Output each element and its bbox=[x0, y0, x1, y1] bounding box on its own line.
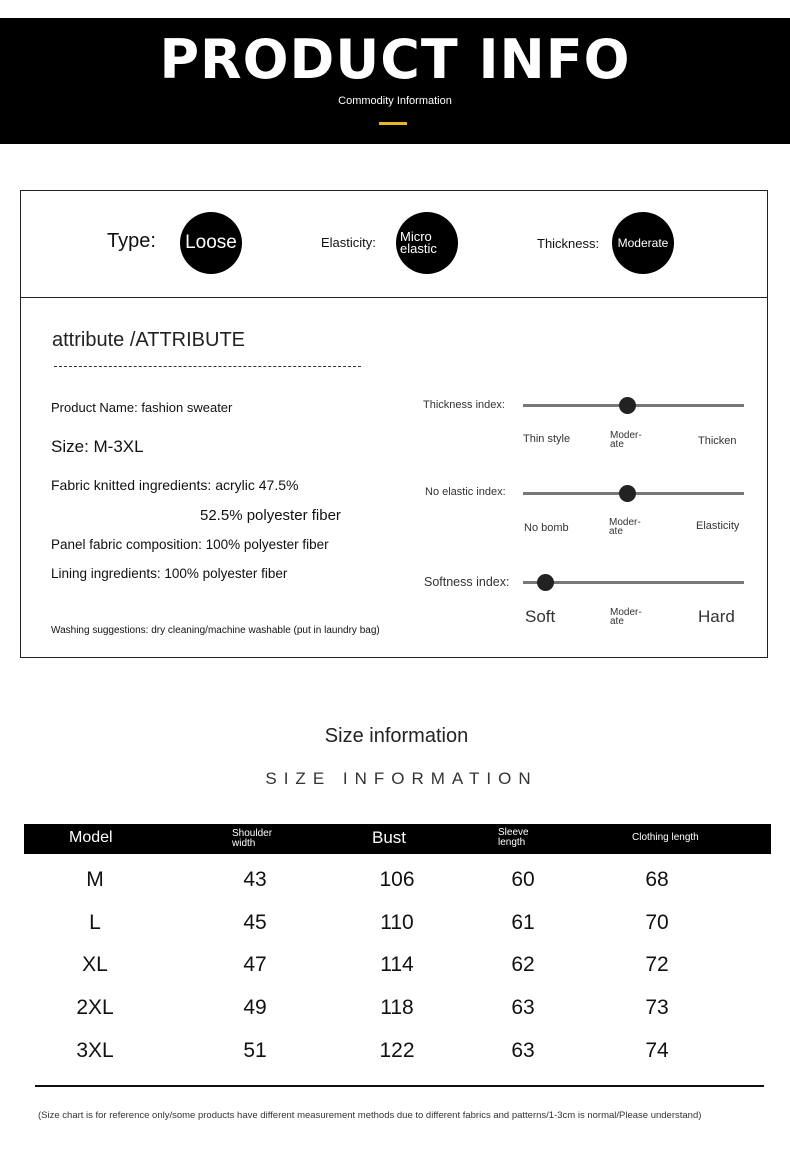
lining-ingredients: Lining ingredients: 100% polyester fiber bbox=[51, 566, 288, 581]
table-cell: 51 bbox=[243, 1039, 267, 1062]
col-shoulder-line1: Shoulder bbox=[232, 828, 273, 839]
table-cell: 118 bbox=[380, 996, 414, 1019]
panel-composition: Panel fabric composition: 100% polyester fiber bbox=[51, 537, 329, 552]
size-range: Size: M-3XL bbox=[51, 437, 144, 456]
accent-divider bbox=[379, 122, 407, 125]
table-cell: 63 bbox=[511, 996, 535, 1019]
table-cell: 73 bbox=[645, 996, 669, 1019]
attribute-heading: attribute /ATTRIBUTE bbox=[52, 329, 246, 351]
softness-mid-label bbox=[610, 608, 642, 626]
mid-line2: ate bbox=[610, 616, 624, 627]
col-shoulder-line2: width bbox=[232, 838, 256, 849]
type-label: Type: bbox=[107, 230, 156, 252]
elastic-index-label: No elastic index: bbox=[425, 486, 506, 498]
table-cell: 61 bbox=[511, 911, 535, 934]
col-sleeve bbox=[498, 828, 529, 848]
elastic-mid-label bbox=[609, 518, 641, 536]
thickness-label: Thickness: bbox=[537, 236, 600, 251]
table-cell: 49 bbox=[243, 996, 267, 1019]
table-cell: 72 bbox=[645, 953, 669, 976]
elasticity-value-line1: Micro bbox=[400, 229, 432, 244]
thickness-min-label: Thin style bbox=[523, 433, 571, 445]
table-cell: 2XL bbox=[76, 996, 114, 1019]
table-bottom-rule bbox=[35, 1085, 764, 1087]
thickness-index-label: Thickness index: bbox=[423, 399, 505, 411]
elasticity-value bbox=[400, 231, 437, 255]
table-cell: 68 bbox=[645, 868, 669, 891]
table-cell: 60 bbox=[511, 868, 535, 891]
table-cell: 45 bbox=[243, 911, 267, 934]
col-clothing-length: Clothing length bbox=[632, 832, 699, 843]
fabric-line2: 52.5% polyester fiber bbox=[200, 507, 341, 524]
thickness-mid-label bbox=[610, 431, 642, 449]
dashed-divider bbox=[54, 366, 361, 367]
type-value: Loose bbox=[185, 232, 237, 253]
table-cell: XL bbox=[82, 953, 108, 976]
elasticity-value-line2: elastic bbox=[400, 241, 437, 256]
col-shoulder bbox=[232, 829, 272, 849]
table-cell: 122 bbox=[379, 1039, 415, 1062]
softness-index-label: Softness index: bbox=[424, 575, 510, 589]
thickness-badge bbox=[612, 212, 674, 274]
table-cell: 74 bbox=[645, 1039, 669, 1062]
mid-line1: Moder- bbox=[609, 517, 641, 528]
table-cell: L bbox=[89, 911, 101, 934]
size-note: (Size chart is for reference only/some products have different measurement methods due to different fabrics and patterns/1-3cm is normal/Please understand) bbox=[38, 1110, 702, 1121]
fabric-line1: Fabric knitted ingredients: acrylic 47.5% bbox=[51, 477, 299, 493]
table-cell: 47 bbox=[243, 953, 267, 976]
table-cell: 3XL bbox=[76, 1039, 114, 1062]
washing-suggestions: Washing suggestions: dry cleaning/machine washable (put in laundry bag) bbox=[51, 625, 380, 636]
table-cell: 63 bbox=[511, 1039, 535, 1062]
mid-line1: Moder- bbox=[610, 430, 642, 441]
softness-max-label: Hard bbox=[698, 607, 735, 626]
elasticity-badge bbox=[396, 212, 458, 274]
elastic-index-thumb bbox=[619, 485, 636, 502]
softness-index-thumb bbox=[537, 574, 554, 591]
col-bust: Bust bbox=[372, 828, 407, 847]
product-name: Product Name: fashion sweater bbox=[51, 400, 233, 415]
softness-index-track bbox=[523, 581, 744, 584]
mid-line1: Moder- bbox=[610, 607, 642, 618]
thickness-index-track bbox=[523, 404, 744, 407]
size-table-header bbox=[24, 824, 771, 854]
col-sleeve-line1: Sleeve bbox=[498, 827, 529, 838]
page-subtitle: Commodity Information bbox=[338, 95, 452, 107]
table-cell: M bbox=[86, 868, 104, 891]
thickness-value: Moderate bbox=[617, 236, 669, 250]
table-cell: 70 bbox=[645, 911, 669, 934]
page-title: PRODUCT INFO bbox=[159, 28, 631, 91]
thickness-max-label: Thicken bbox=[698, 435, 737, 447]
elasticity-label: Elasticity: bbox=[321, 235, 376, 250]
table-cell: 110 bbox=[380, 911, 414, 934]
table-cell: 43 bbox=[243, 868, 267, 891]
size-section-subtitle: SIZE INFORMATION bbox=[265, 769, 538, 788]
table-cell: 106 bbox=[379, 868, 415, 891]
softness-min-label: Soft bbox=[525, 607, 556, 626]
mid-line2: ate bbox=[609, 526, 623, 537]
col-model: Model bbox=[69, 829, 113, 846]
mid-line2: ate bbox=[610, 439, 624, 450]
thickness-index-thumb bbox=[619, 397, 636, 414]
col-sleeve-line2: length bbox=[498, 837, 526, 848]
table-cell: 62 bbox=[511, 953, 535, 976]
table-cell: 114 bbox=[380, 953, 414, 976]
elastic-min-label: No bomb bbox=[524, 522, 569, 534]
type-badge bbox=[180, 212, 242, 274]
size-section-title: Size information bbox=[324, 725, 469, 747]
elastic-index-track bbox=[523, 492, 744, 495]
elastic-max-label: Elasticity bbox=[696, 520, 740, 532]
